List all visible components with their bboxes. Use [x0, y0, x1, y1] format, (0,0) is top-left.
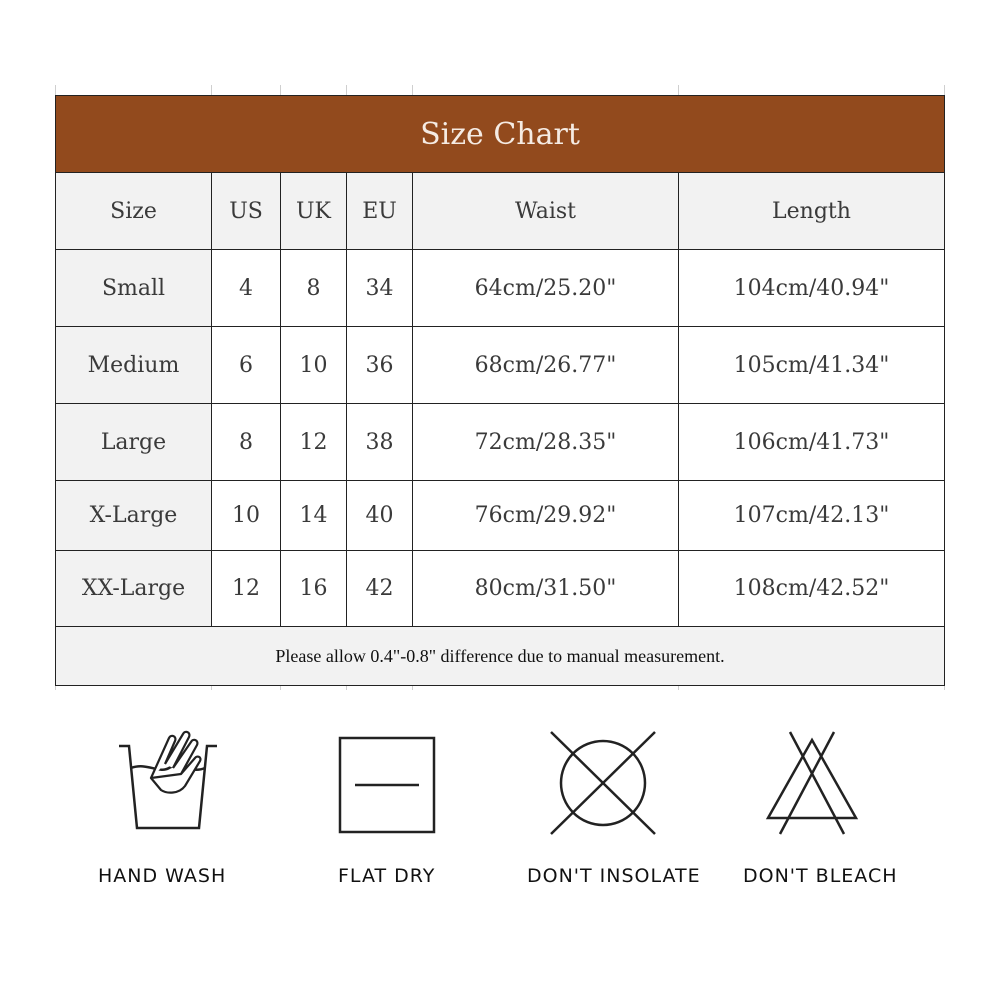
header-row: [56, 173, 944, 250]
column-header-length: Length: [679, 173, 944, 249]
uk-cell: 10: [281, 327, 347, 403]
column-header-eu: EU: [347, 173, 413, 249]
waist-cell: 64cm/25.20": [413, 250, 679, 326]
table-row: [56, 250, 944, 327]
do-not-bleach-icon: [712, 730, 912, 840]
us-cell: 4: [212, 250, 281, 326]
size-cell: XX-Large: [56, 551, 212, 626]
guide-tick: [211, 85, 212, 95]
uk-cell: 8: [281, 250, 347, 326]
column-header-waist: Waist: [413, 173, 679, 249]
guide-tick: [280, 85, 281, 95]
us-cell: 12: [212, 551, 281, 626]
length-cell: 105cm/41.34": [733, 352, 890, 378]
guide-tick: [346, 85, 347, 95]
do-not-bleach-label: DON'T BLEACH: [743, 865, 898, 887]
size-cell: X-Large: [56, 481, 212, 550]
eu-cell: 34: [347, 250, 413, 326]
flat-dry-label: FLAT DRY: [338, 865, 436, 887]
uk-cell: 12: [281, 404, 347, 480]
length-cell: 107cm/42.13": [733, 503, 890, 528]
do-not-tumble-icon: [503, 730, 703, 840]
hand-wash-icon: [67, 730, 267, 840]
length-cell: 106cm/41.73": [733, 429, 890, 455]
length-cell: 104cm/40.94": [733, 275, 890, 301]
column-header-uk: UK: [281, 173, 347, 249]
waist-cell: 68cm/26.77": [413, 327, 679, 403]
guide-tick: [55, 85, 56, 95]
table-row: [56, 481, 944, 551]
size-cell: Large: [56, 404, 212, 480]
waist-cell: 80cm/31.50": [413, 551, 679, 626]
waist-cell: 72cm/28.35": [413, 404, 679, 480]
eu-cell: 38: [347, 404, 413, 480]
chart-title: Size Chart: [56, 96, 944, 173]
column-header-us: US: [212, 173, 281, 249]
guide-tick: [678, 85, 679, 95]
us-cell: 6: [212, 327, 281, 403]
measurement-note: Please allow 0.4"-0.8" difference due to manual measurement.: [56, 627, 944, 685]
uk-cell: 16: [281, 551, 347, 626]
guide-tick: [944, 85, 945, 95]
size-cell: Small: [56, 250, 212, 326]
flat-dry-icon: [287, 730, 487, 840]
eu-cell: 40: [347, 481, 413, 550]
us-cell: 10: [212, 481, 281, 550]
eu-cell: 42: [347, 551, 413, 626]
table-row: [56, 551, 944, 627]
column-header-size: Size: [56, 173, 212, 249]
waist-cell: 76cm/29.92": [413, 481, 679, 550]
uk-cell: 14: [281, 481, 347, 550]
size-chart-table: [55, 95, 945, 686]
guide-tick: [412, 85, 413, 95]
table-row: [56, 327, 944, 404]
eu-cell: 36: [347, 327, 413, 403]
table-row: [56, 404, 944, 481]
us-cell: 8: [212, 404, 281, 480]
length-cell: 108cm/42.52": [733, 576, 890, 601]
do-not-insolate-label: DON'T INSOLATE: [527, 865, 701, 887]
size-cell: Medium: [56, 327, 212, 403]
hand-wash-label: HAND WASH: [98, 865, 227, 887]
